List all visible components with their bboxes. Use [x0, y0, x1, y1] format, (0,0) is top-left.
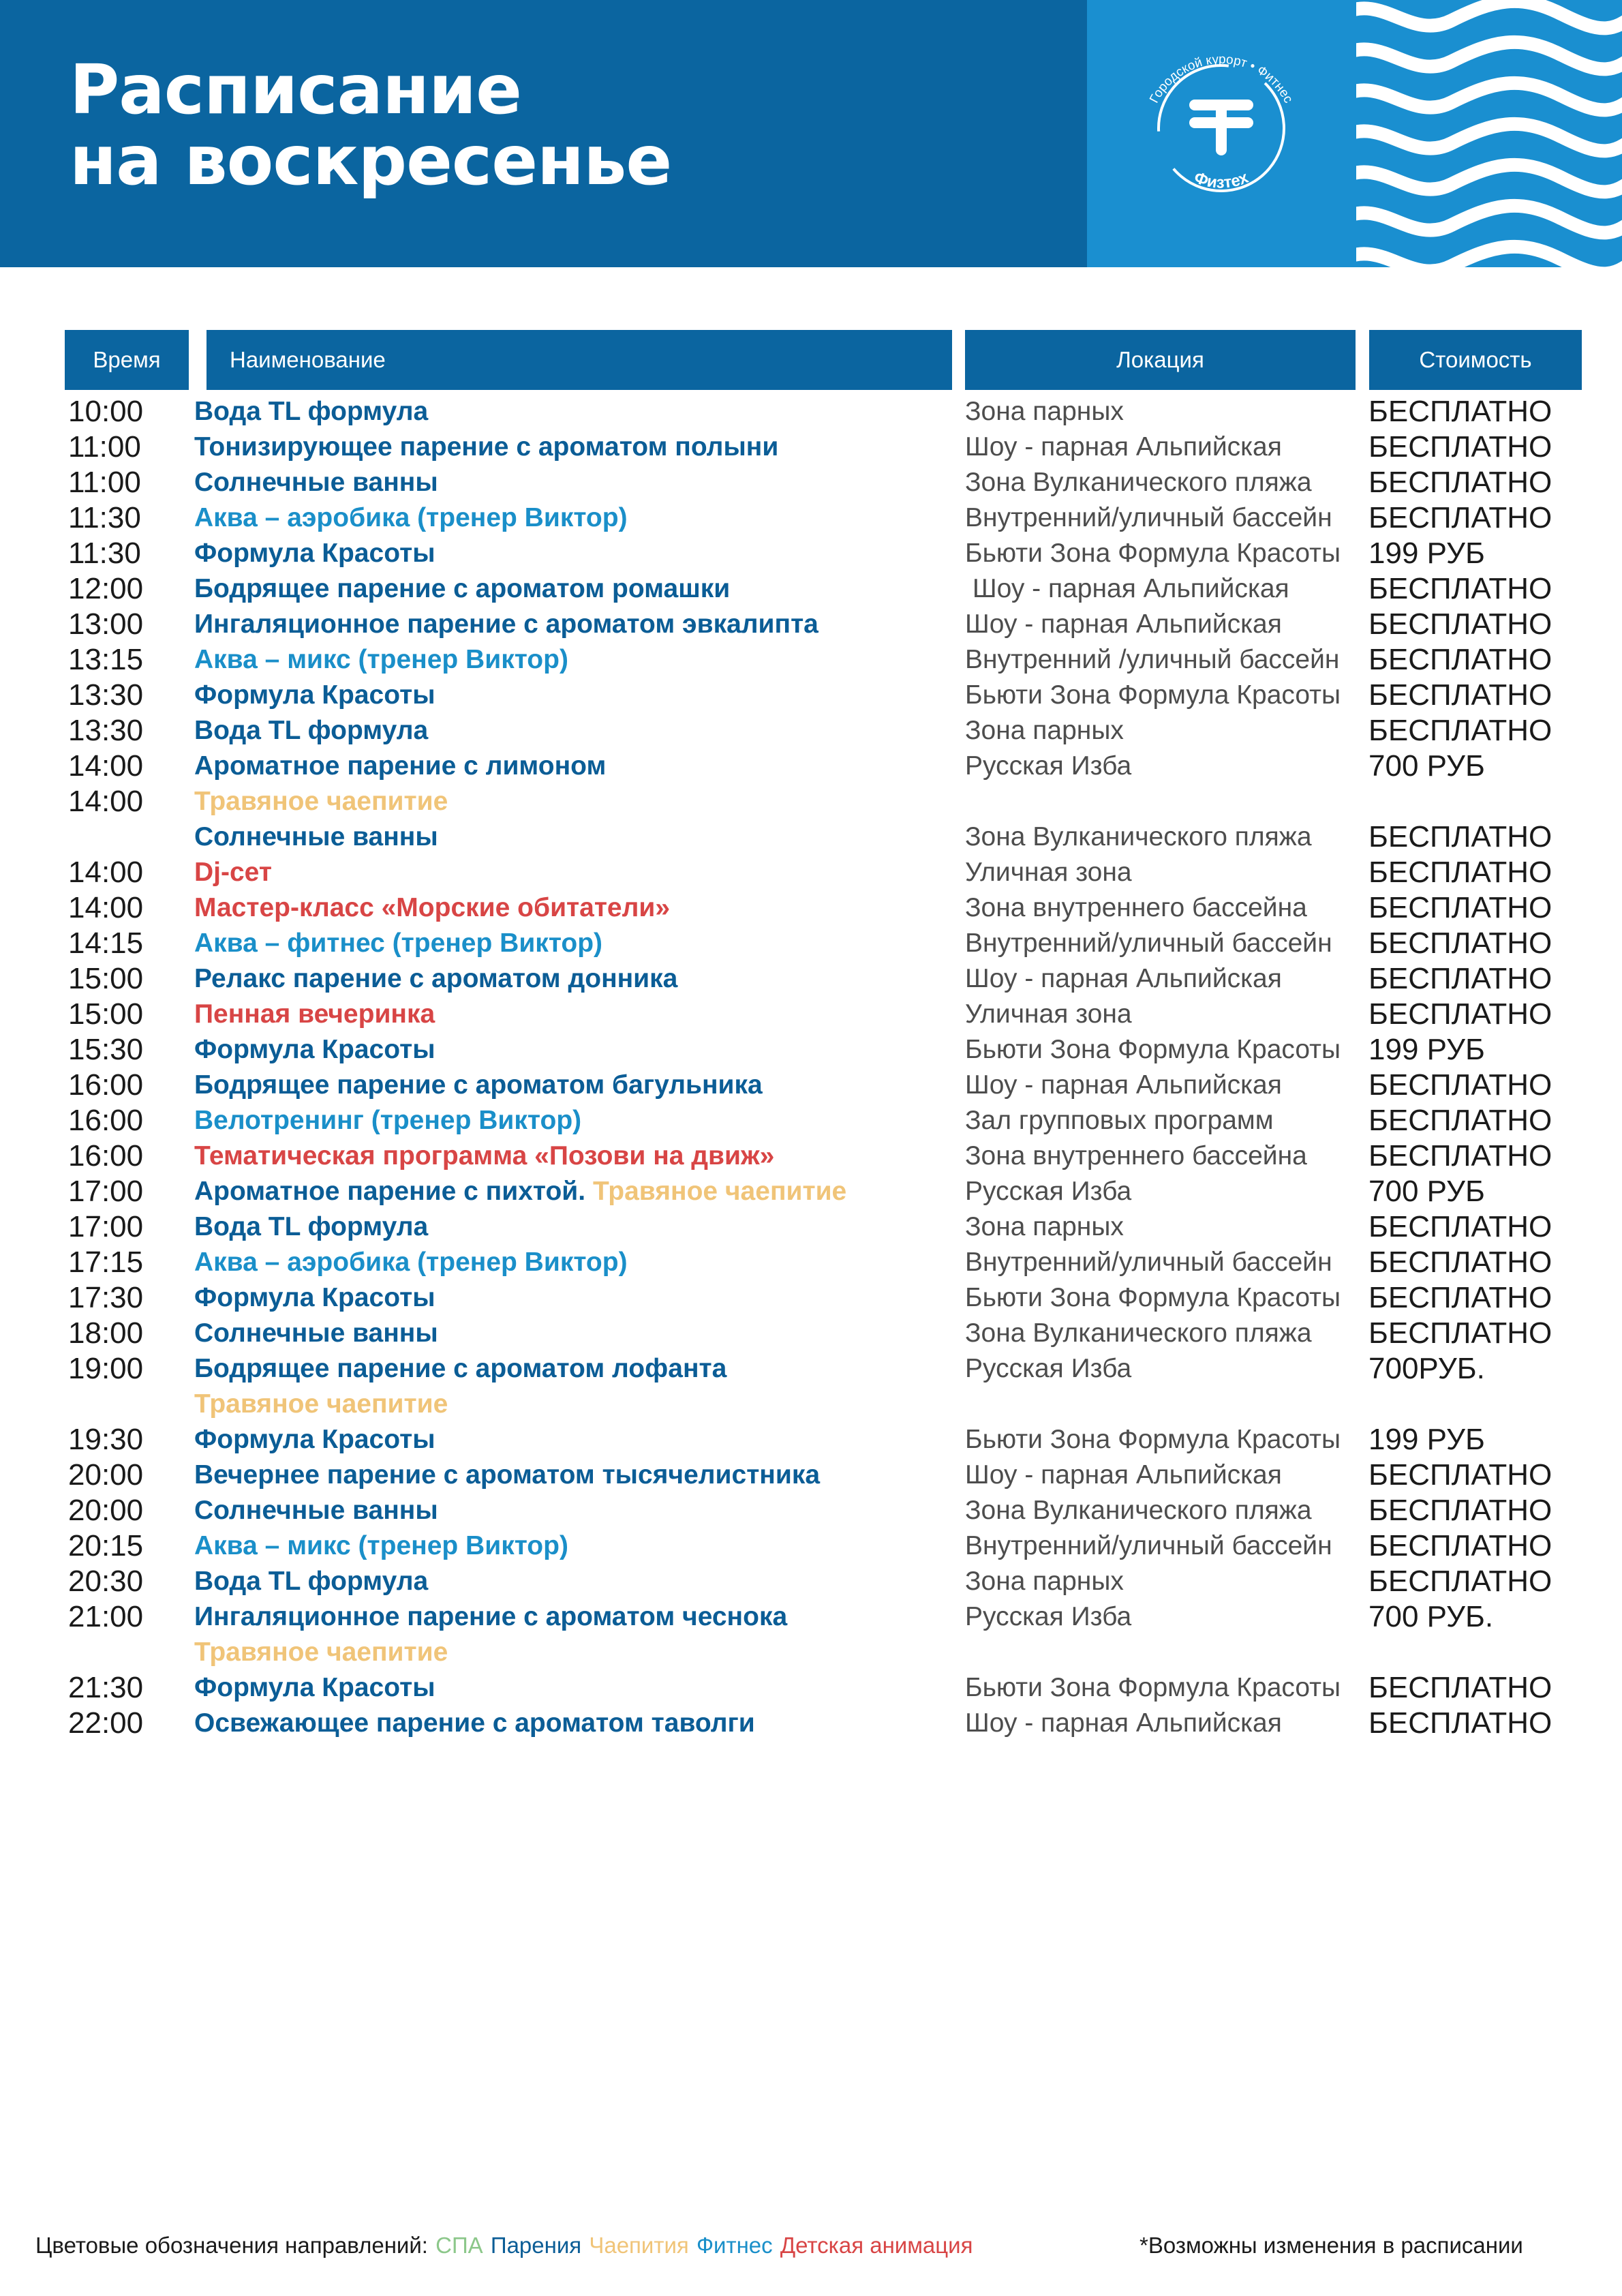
row-price: БЕСПЛАТНО	[1368, 1706, 1552, 1740]
row-price: БЕСПЛАТНО	[1368, 572, 1552, 605]
row-name	[194, 1068, 763, 1103]
row-location: Бьюти Зона Формула Красоты	[965, 1425, 1341, 1454]
row-price: 199 РУБ	[1368, 1423, 1485, 1456]
table-row	[0, 1138, 1622, 1174]
row-name-text: Мастер-класс «Морские обитатели»	[194, 893, 671, 922]
row-name-text: Травяное чаепитие	[194, 1389, 448, 1419]
row-name	[194, 1209, 428, 1245]
row-name	[194, 1174, 846, 1209]
column-header-location: Локация	[965, 330, 1356, 390]
row-location: Зона внутреннего бассейна	[965, 1141, 1307, 1170]
row-location: Зона Вулканического пляжа	[965, 822, 1312, 851]
row-name	[194, 1706, 755, 1741]
table-row	[0, 1174, 1622, 1209]
row-location: Зона Вулканического пляжа	[965, 1318, 1312, 1348]
row-location: Шоу - парная Альпийская	[965, 1460, 1282, 1490]
row-price: БЕСПЛАТНО	[1368, 997, 1552, 1031]
row-name-text: Травяное чаепитие	[194, 1637, 448, 1667]
row-name-text: Аква – микс (тренер Виктор)	[194, 1531, 568, 1560]
row-price: БЕСПЛАТНО	[1368, 501, 1552, 534]
row-time: 14:00	[68, 785, 144, 818]
schedule-table	[0, 394, 1622, 1741]
row-time: 21:00	[68, 1600, 144, 1633]
column-header-time: Время	[65, 330, 189, 390]
row-time: 11:30	[68, 501, 141, 534]
row-location: Внутренний/уличный бассейн	[965, 1531, 1332, 1560]
row-time: 20:00	[68, 1494, 144, 1527]
row-price: БЕСПЛАТНО	[1368, 1458, 1552, 1492]
header-banner	[0, 0, 1622, 267]
table-row	[0, 1422, 1622, 1457]
row-location: Шоу - парная Альпийская	[965, 609, 1282, 639]
row-price: БЕСПЛАТНО	[1368, 1139, 1552, 1173]
row-name	[194, 678, 435, 713]
row-price: БЕСПЛАТНО	[1368, 395, 1552, 428]
row-name	[194, 607, 818, 642]
row-price: 700 РУБ.	[1368, 1600, 1494, 1633]
row-location: Внутренний/уличный бассейн	[965, 1248, 1332, 1277]
row-time: 12:00	[68, 572, 144, 605]
row-name	[194, 997, 435, 1032]
row-location: Шоу - парная Альпийская	[965, 1708, 1282, 1738]
legend-item-fitness: Фитнес	[696, 2233, 773, 2258]
row-price: БЕСПЛАТНО	[1368, 643, 1552, 676]
row-name-text: Пенная вечеринка	[194, 999, 435, 1029]
row-price: БЕСПЛАТНО	[1368, 430, 1552, 464]
row-name	[194, 1387, 448, 1422]
row-price: БЕСПЛАТНО	[1368, 678, 1552, 712]
table-row	[0, 1245, 1622, 1280]
row-name	[194, 429, 778, 465]
row-name	[194, 855, 272, 890]
row-name	[194, 890, 670, 926]
table-row	[0, 1635, 1622, 1670]
table-row	[0, 926, 1622, 961]
table-row	[0, 1280, 1622, 1316]
row-name-text: Освежающее парение с ароматом таволги	[194, 1708, 755, 1738]
row-name-text: Бодрящее парение с ароматом лофанта	[194, 1354, 727, 1383]
row-name-text: Аква – аэробика (тренер Виктор)	[194, 503, 628, 532]
row-time: 11:00	[68, 430, 141, 464]
row-price: БЕСПЛАТНО	[1368, 466, 1552, 499]
row-location: Русская Изба	[965, 1602, 1132, 1631]
row-name-text: Тонизирующее парение с ароматом полыни	[194, 432, 779, 462]
row-price: БЕСПЛАТНО	[1368, 1245, 1552, 1279]
row-name	[194, 1280, 435, 1316]
row-location: Внутренний/уличный бассейн	[965, 503, 1332, 532]
row-location: Уличная зона	[965, 858, 1132, 887]
row-location: Зал групповых программ	[965, 1106, 1274, 1135]
table-row	[0, 394, 1622, 429]
row-name-text: Ингаляционное парение с ароматом чеснока	[194, 1602, 788, 1631]
table-row	[0, 890, 1622, 926]
row-location: Бьюти Зона Формула Красоты	[965, 680, 1341, 710]
row-location: Зона парных	[965, 1212, 1124, 1241]
logo-panel	[1087, 0, 1356, 267]
table-row	[0, 607, 1622, 642]
row-name	[194, 749, 606, 784]
row-price: БЕСПЛАТНО	[1368, 1529, 1552, 1562]
row-name	[194, 784, 448, 819]
row-location: Русская Изба	[965, 751, 1132, 781]
row-name-text: Dj-сет	[194, 858, 272, 887]
row-time: 16:00	[68, 1068, 144, 1102]
table-row	[0, 1599, 1622, 1635]
table-row	[0, 1316, 1622, 1351]
row-time: 20:00	[68, 1458, 144, 1492]
table-row	[0, 819, 1622, 855]
row-name-text: Формула Красоты	[194, 1283, 435, 1312]
table-row	[0, 1351, 1622, 1387]
row-name	[194, 1564, 428, 1599]
row-price: БЕСПЛАТНО	[1368, 1104, 1552, 1137]
row-name	[194, 642, 568, 678]
title-line-1: Расписание	[70, 50, 521, 130]
row-name-text: Аква – фитнес (тренер Виктор)	[194, 928, 603, 958]
row-time: 17:30	[68, 1281, 144, 1314]
row-price: БЕСПЛАТНО	[1368, 1316, 1552, 1350]
row-name-text: Тематическая программа «Позови на движ»	[194, 1141, 775, 1170]
legend-item-kids: Детская анимация	[780, 2233, 973, 2258]
row-location: Бьюти Зона Формула Красоты	[965, 1283, 1341, 1312]
row-time: 22:00	[68, 1706, 144, 1740]
row-time: 17:00	[68, 1175, 144, 1208]
row-name	[194, 961, 677, 997]
table-row	[0, 1387, 1622, 1422]
row-name	[194, 500, 628, 536]
row-location: Шоу - парная Альпийская	[965, 574, 1289, 603]
row-name	[194, 819, 438, 855]
color-legend	[35, 2233, 975, 2259]
row-price: БЕСПЛАТНО	[1368, 1281, 1552, 1314]
table-row	[0, 1706, 1622, 1741]
row-location: Внутренний/уличный бассейн	[965, 928, 1332, 958]
row-location: Шоу - парная Альпийская	[965, 964, 1282, 993]
row-price: 199 РУБ	[1368, 1033, 1485, 1066]
row-name	[194, 1245, 628, 1280]
row-name	[194, 1351, 726, 1387]
row-name-extra: Травяное чаепитие	[585, 1177, 847, 1206]
row-name-text: Аква – аэробика (тренер Виктор)	[194, 1248, 628, 1277]
legend-item-spa: СПА	[435, 2233, 483, 2258]
row-name-text: Формула Красоты	[194, 539, 435, 568]
row-name-text: Вода TL формула	[194, 397, 429, 426]
table-row	[0, 500, 1622, 536]
table-row	[0, 713, 1622, 749]
row-price: БЕСПЛАТНО	[1368, 856, 1552, 889]
row-name-text: Формула Красоты	[194, 1673, 435, 1702]
row-time: 15:30	[68, 1033, 144, 1066]
row-location: Шоу - парная Альпийская	[965, 432, 1282, 462]
table-row	[0, 997, 1622, 1032]
row-time: 14:00	[68, 891, 144, 924]
wave-pattern	[1356, 0, 1622, 267]
row-time: 17:15	[68, 1245, 144, 1279]
table-row	[0, 1564, 1622, 1599]
row-time: 19:30	[68, 1423, 144, 1456]
column-header-price: Стоимость	[1369, 330, 1582, 390]
row-location: Бьюти Зона Формула Красоты	[965, 1673, 1341, 1702]
row-name	[194, 1670, 435, 1706]
table-row	[0, 571, 1622, 607]
row-name-text: Солнечные ванны	[194, 1318, 438, 1348]
row-price: БЕСПЛАТНО	[1368, 714, 1552, 747]
table-row	[0, 536, 1622, 571]
row-time: 11:30	[68, 537, 141, 570]
row-name-text: Бодрящее парение с ароматом ромашки	[194, 574, 731, 603]
row-time: 13:30	[68, 678, 144, 712]
row-price: БЕСПЛАТНО	[1368, 607, 1552, 641]
schedule-change-note: *Возможны изменения в расписании	[1139, 2233, 1523, 2258]
table-row	[0, 855, 1622, 890]
legend-item-tea: Чаепития	[589, 2233, 689, 2258]
row-time: 20:30	[68, 1565, 144, 1598]
row-location: Русская Изба	[965, 1177, 1132, 1206]
row-name	[194, 1599, 787, 1635]
row-time: 16:00	[68, 1139, 144, 1173]
row-price: БЕСПЛАТНО	[1368, 962, 1552, 995]
row-name-text: Ароматное парение с лимоном	[194, 751, 607, 781]
row-time: 10:00	[68, 395, 144, 428]
row-price: БЕСПЛАТНО	[1368, 1671, 1552, 1704]
row-name	[194, 394, 428, 429]
row-location: Зона Вулканического пляжа	[965, 468, 1312, 497]
row-location: Бьюти Зона Формула Красоты	[965, 1035, 1341, 1064]
table-row	[0, 1457, 1622, 1493]
row-price: 700 РУБ	[1368, 749, 1485, 783]
row-name	[194, 1457, 820, 1493]
table-row	[0, 1209, 1622, 1245]
row-name-text: Солнечные ванны	[194, 822, 438, 851]
row-price: БЕСПЛАТНО	[1368, 1565, 1552, 1598]
row-location: Зона внутреннего бассейна	[965, 893, 1307, 922]
row-price: БЕСПЛАТНО	[1368, 1210, 1552, 1243]
table-row	[0, 1068, 1622, 1103]
row-name	[194, 1493, 438, 1528]
row-location: Уличная зона	[965, 999, 1132, 1029]
row-location: Бьюти Зона Формула Красоты	[965, 539, 1341, 568]
logo-name: Физтех	[1191, 168, 1251, 192]
row-name	[194, 1316, 438, 1351]
row-name-text: Вода TL формула	[194, 1567, 429, 1596]
row-price: 199 РУБ	[1368, 537, 1485, 570]
row-time: 21:30	[68, 1671, 144, 1704]
row-name	[194, 1635, 448, 1670]
row-time: 14:00	[68, 856, 144, 889]
row-name-text: Формула Красоты	[194, 680, 435, 710]
row-name-text: Бодрящее парение с ароматом багульника	[194, 1070, 763, 1100]
page-title	[70, 50, 672, 200]
row-time: 14:00	[68, 749, 144, 783]
row-price: БЕСПЛАТНО	[1368, 1494, 1552, 1527]
row-time: 15:00	[68, 997, 144, 1031]
row-time: 14:15	[68, 926, 144, 960]
row-name-text: Велотренинг (тренер Виктор)	[194, 1106, 582, 1135]
row-time: 15:00	[68, 962, 144, 995]
title-line-2: на воскресенье	[70, 121, 672, 200]
table-row	[0, 465, 1622, 500]
row-time: 13:00	[68, 607, 144, 641]
table-row	[0, 1670, 1622, 1706]
table-row	[0, 961, 1622, 997]
row-location: Зона парных	[965, 1567, 1124, 1596]
table-row	[0, 642, 1622, 678]
table-row	[0, 1032, 1622, 1068]
row-name-text: Формула Красоты	[194, 1425, 435, 1454]
table-row	[0, 749, 1622, 784]
row-time: 18:00	[68, 1316, 144, 1350]
table-row	[0, 429, 1622, 465]
table-row	[0, 784, 1622, 819]
row-time: 13:30	[68, 714, 144, 747]
row-name	[194, 571, 730, 607]
row-location: Зона парных	[965, 397, 1124, 426]
table-row	[0, 1528, 1622, 1564]
row-location: Русская Изба	[965, 1354, 1132, 1383]
row-time: 13:15	[68, 643, 144, 676]
row-name	[194, 1422, 435, 1457]
row-name-text: Вечернее парение с ароматом тысячелистника	[194, 1460, 821, 1490]
svg-text:Физтех	[1192, 168, 1252, 192]
row-time: 20:15	[68, 1529, 144, 1562]
row-time: 19:00	[68, 1352, 144, 1385]
row-location: Внутренний /уличный бассейн	[965, 645, 1340, 674]
row-price: БЕСПЛАТНО	[1368, 926, 1552, 960]
row-name	[194, 1528, 568, 1564]
row-name-text: Вода TL формула	[194, 1212, 429, 1241]
row-location: Шоу - парная Альпийская	[965, 1070, 1282, 1100]
row-name	[194, 465, 438, 500]
table-row	[0, 678, 1622, 713]
logo-ring-text: Городской курорт • Фитнес	[1147, 52, 1296, 106]
row-name-text: Аква – микс (тренер Виктор)	[194, 645, 568, 674]
row-price: БЕСПЛАТНО	[1368, 891, 1552, 924]
row-name-text: Ингаляционное парение с ароматом эвкалипта	[194, 609, 818, 639]
svg-text:Городской курорт • Фитнес	[1147, 52, 1296, 106]
table-row	[0, 1493, 1622, 1528]
column-header-name: Наименование	[206, 330, 952, 390]
row-name-text: Травяное чаепитие	[194, 787, 448, 816]
row-name	[194, 713, 428, 749]
row-name	[194, 536, 435, 571]
row-name-text: Вода TL формула	[194, 716, 429, 745]
row-name-text: Релакс парение с ароматом донника	[194, 964, 678, 993]
row-name	[194, 926, 602, 961]
table-row	[0, 1103, 1622, 1138]
row-time: 16:00	[68, 1104, 144, 1137]
row-name-text: Ароматное парение с пихтой.	[194, 1177, 586, 1206]
row-name	[194, 1103, 581, 1138]
legend-item-steam: Парения	[490, 2233, 582, 2258]
row-location: Зона парных	[965, 716, 1124, 745]
row-name	[194, 1032, 435, 1068]
row-price: БЕСПЛАТНО	[1368, 820, 1552, 854]
row-price: 700РУБ.	[1368, 1352, 1485, 1385]
row-price: БЕСПЛАТНО	[1368, 1068, 1552, 1102]
row-location: Зона Вулканического пляжа	[965, 1496, 1312, 1525]
legend-label: Цветовые обозначения направлений:	[35, 2233, 428, 2258]
row-name	[194, 1138, 774, 1174]
row-time: 11:00	[68, 466, 141, 499]
row-name-text: Солнечные ванны	[194, 468, 438, 497]
row-time: 17:00	[68, 1210, 144, 1243]
fiztech-logo	[1129, 33, 1313, 217]
row-name-text: Формула Красоты	[194, 1035, 435, 1064]
row-price: 700 РУБ	[1368, 1175, 1485, 1208]
row-name-text: Солнечные ванны	[194, 1496, 438, 1525]
